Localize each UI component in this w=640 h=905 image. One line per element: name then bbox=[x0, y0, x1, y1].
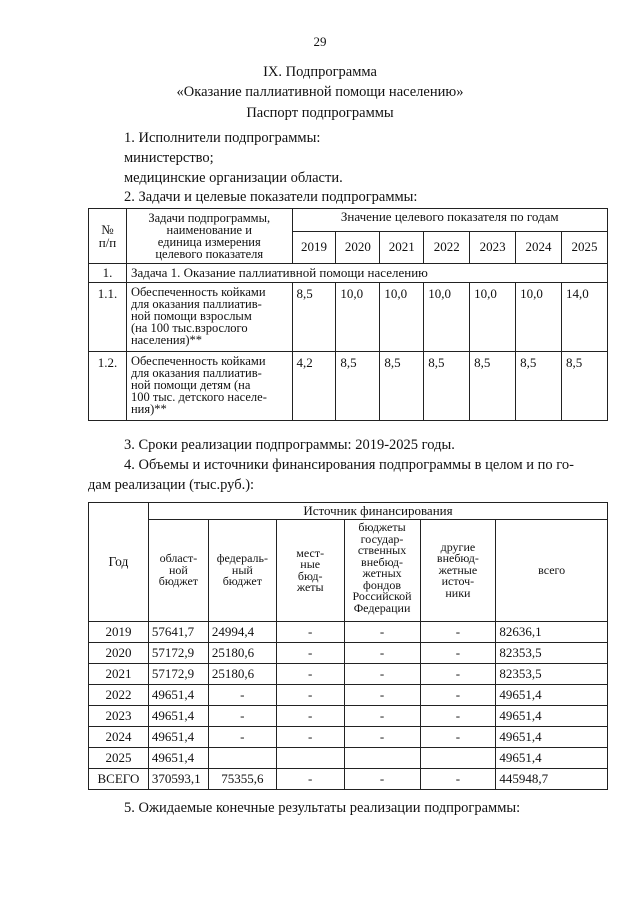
year-cell: 2019 bbox=[89, 622, 149, 643]
section1-title: 1. Исполнители подпрограммы: bbox=[124, 130, 321, 146]
task-num: 1. bbox=[89, 264, 127, 283]
value-cell: 445948,7 bbox=[496, 769, 608, 790]
value-cell: 49651,4 bbox=[148, 685, 208, 706]
row-num: 1.2. bbox=[89, 352, 127, 421]
value-cell: - bbox=[276, 706, 344, 727]
table-row bbox=[89, 664, 608, 685]
value-cell: 25180,6 bbox=[208, 664, 276, 685]
year-cell: 2023 bbox=[89, 706, 149, 727]
value-cell: - bbox=[208, 685, 276, 706]
value-cell: 10,0 bbox=[424, 283, 470, 352]
targets-table bbox=[88, 208, 608, 421]
table-row bbox=[89, 685, 608, 706]
value-cell: 49651,4 bbox=[496, 685, 608, 706]
section1-item1: министерство; bbox=[124, 150, 214, 166]
value-cell: 8,5 bbox=[516, 352, 562, 421]
value-cell: - bbox=[420, 769, 496, 790]
year-cell: 2024 bbox=[89, 727, 149, 748]
subprogram-title: «Оказание паллиативной помощи населению» bbox=[176, 84, 464, 100]
year-cell: 2022 bbox=[89, 685, 149, 706]
value-cell: 24994,4 bbox=[208, 622, 276, 643]
value-cell: 82353,5 bbox=[496, 664, 608, 685]
section3-text: 3. Сроки реализации подпрограммы: 2019-2025 годы. bbox=[124, 437, 455, 453]
value-cell: 25180,6 bbox=[208, 643, 276, 664]
row-num: 1.1. bbox=[89, 283, 127, 352]
table-row bbox=[89, 352, 608, 421]
value-cell: 8,5 bbox=[292, 283, 336, 352]
subprogram-heading: IX. Подпрограмма bbox=[263, 64, 377, 80]
sub-header-local: мест- ные бюд- жеты bbox=[276, 520, 344, 622]
table-row bbox=[89, 643, 608, 664]
value-cell bbox=[420, 748, 496, 769]
section5-text: 5. Ожидаемые конечные результаты реализации подпрограммы: bbox=[124, 800, 521, 816]
year-cell: 2020 bbox=[89, 643, 149, 664]
col-values-header: Значение целевого показателя по годам bbox=[292, 209, 607, 232]
table-row bbox=[89, 283, 608, 352]
sub-header-other: другие внебюд- жетные источ- ники bbox=[420, 520, 496, 622]
year-header: 2025 bbox=[561, 231, 607, 263]
value-cell: 14,0 bbox=[561, 283, 607, 352]
value-cell: 57172,9 bbox=[148, 643, 208, 664]
section1-item2: медицинские организации области. bbox=[124, 170, 343, 186]
value-cell: - bbox=[344, 769, 420, 790]
value-cell: 8,5 bbox=[424, 352, 470, 421]
value-cell: 49651,4 bbox=[496, 727, 608, 748]
value-cell: - bbox=[276, 664, 344, 685]
value-cell: - bbox=[420, 643, 496, 664]
table-row bbox=[89, 769, 608, 790]
value-cell: - bbox=[344, 727, 420, 748]
value-cell: - bbox=[420, 727, 496, 748]
col-num-header: № п/п bbox=[89, 209, 127, 264]
table-row bbox=[89, 748, 608, 769]
page-number: 29 bbox=[313, 34, 327, 49]
value-cell: 57641,7 bbox=[148, 622, 208, 643]
financing-table bbox=[88, 502, 608, 790]
value-cell: 49651,4 bbox=[148, 727, 208, 748]
value-cell bbox=[276, 748, 344, 769]
col-year-header: Год bbox=[89, 503, 149, 622]
value-cell: 49651,4 bbox=[148, 748, 208, 769]
year-header: 2022 bbox=[424, 231, 470, 263]
task-text: Задача 1. Оказание паллиативной помощи населению bbox=[126, 264, 607, 283]
year-header: 2024 bbox=[516, 231, 562, 263]
value-cell: - bbox=[344, 643, 420, 664]
value-cell: 10,0 bbox=[470, 283, 516, 352]
table-row bbox=[89, 622, 608, 643]
col-sources-header: Источник финансирования bbox=[148, 503, 607, 520]
value-cell: - bbox=[276, 643, 344, 664]
value-cell: 10,0 bbox=[380, 283, 424, 352]
value-cell: - bbox=[420, 664, 496, 685]
table-row bbox=[89, 706, 608, 727]
indicator-text: Обеспеченность койками для оказания паллиатив- ной помощи взрослым (на 100 тыс.взрослого населения)** bbox=[126, 283, 292, 352]
value-cell: - bbox=[276, 622, 344, 643]
year-cell: 2025 bbox=[89, 748, 149, 769]
value-cell: - bbox=[344, 622, 420, 643]
value-cell: - bbox=[420, 685, 496, 706]
col-task-header: Задачи подпрограммы, наименование и единица измерения целевого показателя bbox=[126, 209, 292, 264]
value-cell: 8,5 bbox=[561, 352, 607, 421]
section2-title: 2. Задачи и целевые показатели подпрограммы: bbox=[124, 189, 418, 205]
sub-header-regional: област- ной бюджет bbox=[148, 520, 208, 622]
year-header: 2023 bbox=[470, 231, 516, 263]
year-cell: ВСЕГО bbox=[89, 769, 149, 790]
value-cell: 8,5 bbox=[380, 352, 424, 421]
sub-header-total: всего bbox=[496, 520, 608, 622]
value-cell: 370593,1 bbox=[148, 769, 208, 790]
year-header: 2020 bbox=[336, 231, 380, 263]
value-cell: - bbox=[420, 706, 496, 727]
value-cell: - bbox=[276, 685, 344, 706]
passport-heading: Паспорт подпрограммы bbox=[246, 105, 394, 121]
value-cell: - bbox=[208, 727, 276, 748]
value-cell: 8,5 bbox=[336, 352, 380, 421]
value-cell: 49651,4 bbox=[148, 706, 208, 727]
value-cell: 8,5 bbox=[470, 352, 516, 421]
value-cell: 82353,5 bbox=[496, 643, 608, 664]
value-cell: - bbox=[276, 727, 344, 748]
value-cell: - bbox=[344, 664, 420, 685]
value-cell: - bbox=[208, 706, 276, 727]
value-cell: 49651,4 bbox=[496, 706, 608, 727]
task-row bbox=[89, 264, 608, 283]
value-cell: 4,2 bbox=[292, 352, 336, 421]
section4-line1: 4. Объемы и источники финансирования подпрограммы в целом и по го- bbox=[124, 457, 574, 473]
value-cell: - bbox=[344, 706, 420, 727]
sub-header-federal: федераль- ный бюджет bbox=[208, 520, 276, 622]
value-cell: 10,0 bbox=[336, 283, 380, 352]
value-cell: 82636,1 bbox=[496, 622, 608, 643]
year-cell: 2021 bbox=[89, 664, 149, 685]
value-cell: 49651,4 bbox=[496, 748, 608, 769]
year-header: 2019 bbox=[292, 231, 336, 263]
value-cell: - bbox=[344, 685, 420, 706]
value-cell: 57172,9 bbox=[148, 664, 208, 685]
value-cell bbox=[208, 748, 276, 769]
sub-header-funds: бюджеты государ- ственных внебюд- жетных фондов Российской Федерации bbox=[344, 520, 420, 622]
value-cell bbox=[344, 748, 420, 769]
indicator-text: Обеспеченность койками для оказания паллиатив- ной помощи детям (на 100 тыс. детского населе- ния)** bbox=[126, 352, 292, 421]
value-cell: - bbox=[420, 622, 496, 643]
section4-line2: дам реализации (тыс.руб.): bbox=[88, 477, 255, 493]
table-row bbox=[89, 727, 608, 748]
value-cell: - bbox=[276, 769, 344, 790]
year-header: 2021 bbox=[380, 231, 424, 263]
value-cell: 75355,6 bbox=[208, 769, 276, 790]
value-cell: 10,0 bbox=[516, 283, 562, 352]
